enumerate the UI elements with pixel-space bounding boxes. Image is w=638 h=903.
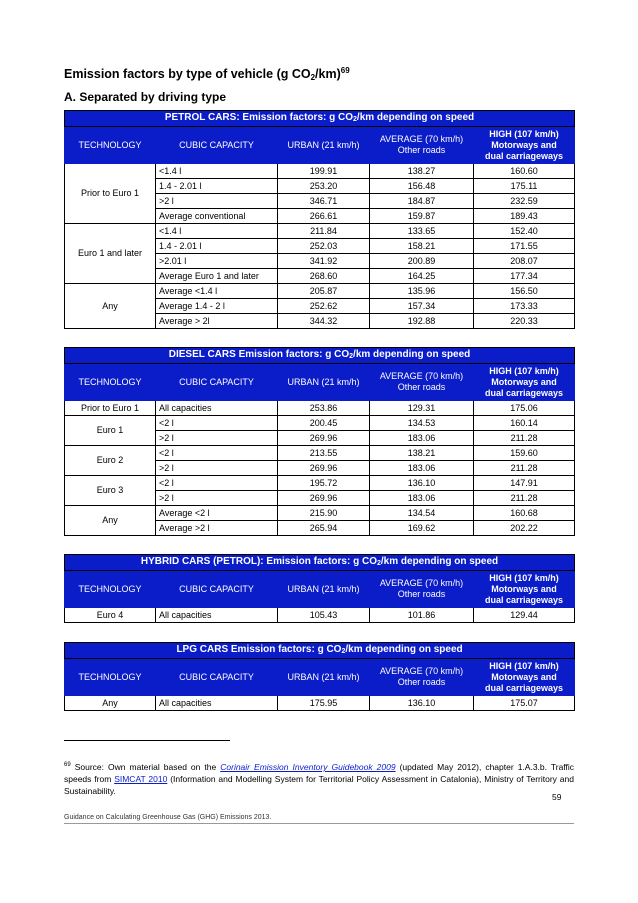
header-average (370, 659, 474, 696)
lpg-cars-table (64, 642, 575, 711)
title-subscript: 2 (353, 116, 357, 123)
header-urban: URBAN (21 km/h) (278, 127, 370, 164)
title-text-end: /km depending on speed (380, 556, 499, 567)
petrol-cars-table (64, 110, 575, 329)
table-title-row (65, 555, 575, 571)
header-cubic-capacity: CUBIC CAPACITY (156, 364, 278, 401)
average-value-cell: 169.62 (370, 521, 474, 536)
header-high-line: dual carriageways (484, 594, 564, 605)
urban-value-cell: 341.92 (278, 254, 370, 269)
urban-value-cell: 252.03 (278, 239, 370, 254)
header-technology: TECHNOLOGY (65, 659, 156, 696)
high-value-cell: 211.28 (474, 491, 575, 506)
average-value-cell: 136.10 (370, 476, 474, 491)
high-value-cell: 156.50 (474, 284, 575, 299)
table-row (65, 416, 575, 431)
cubic-capacity-cell: <2 l (156, 446, 278, 461)
header-urban: URBAN (21 km/h) (278, 364, 370, 401)
header-average-line: AVERAGE (70 km/h) (379, 371, 464, 381)
cubic-capacity-cell: >2 l (156, 194, 278, 209)
average-value-cell: 138.27 (370, 164, 474, 179)
cubic-capacity-cell: >2 l (156, 461, 278, 476)
title-text-end: /km depending on speed (353, 349, 471, 360)
header-average (370, 571, 474, 608)
high-value-cell: 152.40 (474, 224, 575, 239)
urban-value-cell: 199.91 (278, 164, 370, 179)
header-average (370, 364, 474, 401)
cubic-capacity-cell: >2 l (156, 491, 278, 506)
table-row (65, 224, 575, 239)
high-value-cell: 211.28 (474, 461, 575, 476)
high-value-cell: 160.60 (474, 164, 575, 179)
high-value-cell: 232.59 (474, 194, 575, 209)
table-title (65, 555, 575, 571)
table-title (65, 111, 575, 127)
header-average-line: AVERAGE (70 km/h) (379, 578, 464, 588)
average-value-cell: 138.21 (370, 446, 474, 461)
technology-cell: Any (65, 506, 156, 536)
cubic-capacity-cell: >2.01 l (156, 254, 278, 269)
average-value-cell: 184.87 (370, 194, 474, 209)
high-value-cell: 177.34 (474, 269, 575, 284)
high-value-cell: 175.07 (474, 696, 575, 711)
average-value-cell: 164.25 (370, 269, 474, 284)
header-cubic-capacity: CUBIC CAPACITY (156, 127, 278, 164)
header-high-line: Motorways and (491, 583, 557, 594)
header-average-line: Other roads (397, 677, 446, 687)
column-header-row (65, 127, 575, 164)
urban-value-cell: 269.96 (278, 491, 370, 506)
high-value-cell: 160.68 (474, 506, 575, 521)
column-header-row (65, 571, 575, 608)
hybrid-cars-table (64, 554, 575, 623)
high-value-cell: 160.14 (474, 416, 575, 431)
section-heading: Emission factors by type of vehicle (g $CO_2/km)^{69}$ (64, 66, 350, 82)
urban-value-cell: 211.84 (278, 224, 370, 239)
high-value-cell: 175.11 (474, 179, 575, 194)
header-high-line: dual carriageways (484, 150, 564, 161)
header-high-line: dual carriageways (485, 682, 564, 693)
high-value-cell: 173.33 (474, 299, 575, 314)
table-title-row (65, 111, 575, 127)
diesel-cars-table (64, 347, 575, 536)
cubic-capacity-cell: 1.4 - 2.01 l (156, 239, 278, 254)
header-average-line: AVERAGE (70 km/h) (379, 134, 464, 144)
title-text: DIESEL CARS Emission factors: g CO (168, 349, 350, 360)
cubic-capacity-cell: 1.4 - 2.01 l (156, 179, 278, 194)
average-value-cell: 183.06 (370, 491, 474, 506)
urban-value-cell: 195.72 (278, 476, 370, 491)
column-header-row (65, 659, 575, 696)
cubic-capacity-cell: Average Euro 1 and later (156, 269, 278, 284)
corinair-link[interactable]: Corinair Emission Inventory Guidebook 2009 (220, 762, 396, 772)
technology-cell: Any (65, 696, 156, 711)
page-number: 59 (552, 792, 562, 802)
urban-value-cell: 200.45 (278, 416, 370, 431)
table-row (65, 476, 575, 491)
high-value-cell: 211.28 (474, 431, 575, 446)
cubic-capacity-cell: <1.4 l (156, 224, 278, 239)
cubic-capacity-cell: All capacities (156, 696, 278, 711)
high-value-cell: 147.91 (474, 476, 575, 491)
header-average-line: Other roads (397, 145, 446, 155)
column-header-row (65, 364, 575, 401)
header-high (474, 127, 575, 164)
header-cubic-capacity: CUBIC CAPACITY (156, 659, 278, 696)
footnote-ref[interactable]: 69 (340, 66, 350, 75)
subheading: A. Separated by driving type (64, 90, 227, 104)
cubic-capacity-cell: Average > 2l (156, 314, 278, 329)
header-average (370, 127, 474, 164)
header-technology: TECHNOLOGY (65, 127, 156, 164)
average-value-cell: 157.34 (370, 299, 474, 314)
urban-value-cell: 175.95 (278, 696, 370, 711)
average-value-cell: 192.88 (370, 314, 474, 329)
technology-cell: Any (65, 284, 156, 329)
header-urban: URBAN (21 km/h) (278, 659, 370, 696)
header-high-line: HIGH (107 km/h) (489, 365, 559, 376)
urban-value-cell: 268.60 (278, 269, 370, 284)
title-subscript: 2 (349, 353, 354, 360)
average-value-cell: 133.65 (370, 224, 474, 239)
header-high (474, 571, 575, 608)
cubic-capacity-cell: All capacities (156, 608, 278, 623)
header-technology: TECHNOLOGY (65, 364, 156, 401)
urban-value-cell: 265.94 (278, 521, 370, 536)
technology-cell: Euro 2 (65, 446, 156, 476)
header-technology: TECHNOLOGY (65, 571, 156, 608)
technology-cell: Prior to Euro 1 (65, 401, 156, 416)
average-value-cell: 135.96 (370, 284, 474, 299)
footnote-separator (64, 740, 230, 741)
urban-value-cell: 269.96 (278, 461, 370, 476)
cubic-capacity-cell: Average <2 l (156, 506, 278, 521)
table-row (65, 696, 575, 711)
high-value-cell: 175.06 (474, 401, 575, 416)
table-title (65, 643, 575, 659)
urban-value-cell: 253.20 (278, 179, 370, 194)
cubic-capacity-cell: All capacities (156, 401, 278, 416)
high-value-cell: 220.33 (474, 314, 575, 329)
urban-value-cell: 215.90 (278, 506, 370, 521)
high-value-cell: 129.44 (474, 608, 575, 623)
average-value-cell: 183.06 (370, 461, 474, 476)
page-footer: Guidance on Calculating Greenhouse Gas (GHG) Emissions 2013. (64, 814, 272, 821)
header-high-line: Motorways and (491, 139, 557, 150)
average-value-cell: 200.89 (370, 254, 474, 269)
title-subscript: 2 (376, 560, 381, 567)
title-text-end: /km depending on speed (356, 112, 475, 123)
cubic-capacity-cell: <2 l (156, 476, 278, 491)
header-high-line: HIGH (107 km/h) (489, 128, 559, 139)
average-value-cell: 158.21 (370, 239, 474, 254)
simcat-link[interactable]: SIMCAT 2010 (114, 774, 168, 784)
technology-cell: Prior to Euro 1 (65, 164, 156, 224)
high-value-cell: 171.55 (474, 239, 575, 254)
table-row (65, 446, 575, 461)
title-text: PETROL CARS: Emission factors: g CO (164, 112, 354, 123)
average-value-cell: 183.06 (370, 431, 474, 446)
urban-value-cell: 205.87 (278, 284, 370, 299)
cubic-capacity-cell: <2 l (156, 416, 278, 431)
footnote: $^{69}$ Source: Own material based on the Corinair Emission Inventory Guidebook 2009 (updated May 2012), chapter 1.A.3.b. Traffic speeds from SIMCAT 2010 (Information and Modelling System for Territorial Policy Assessment in Catalonia), Ministry of Territory and Sustainability. (64, 762, 575, 796)
average-value-cell: 134.53 (370, 416, 474, 431)
average-value-cell: 134.54 (370, 506, 474, 521)
high-value-cell: 189.43 (474, 209, 575, 224)
cubic-capacity-cell: <1.4 l (156, 164, 278, 179)
table-row (65, 608, 575, 623)
average-value-cell: 156.48 (370, 179, 474, 194)
urban-value-cell: 269.96 (278, 431, 370, 446)
cubic-capacity-cell: Average 1.4 - 2 l (156, 299, 278, 314)
header-high (474, 659, 575, 696)
table-row (65, 284, 575, 299)
title-text-end: /km depending on speed (345, 644, 463, 655)
header-urban: URBAN (21 km/h) (278, 571, 370, 608)
header-high-line: dual carriageways (485, 387, 564, 398)
average-value-cell: 101.86 (370, 608, 474, 623)
average-value-cell: 136.10 (370, 696, 474, 711)
footer-rule (64, 823, 574, 824)
technology-cell: Euro 4 (65, 608, 156, 623)
title-text: LPG CARS Emission factors: g CO (176, 644, 342, 655)
header-cubic-capacity: CUBIC CAPACITY (156, 571, 278, 608)
title-subscript: 2 (341, 648, 346, 655)
cubic-capacity-cell: >2 l (156, 431, 278, 446)
table-row (65, 506, 575, 521)
urban-value-cell: 266.61 (278, 209, 370, 224)
header-average-line: Other roads (397, 589, 446, 599)
table-row (65, 164, 575, 179)
table-title-row (65, 348, 575, 364)
urban-value-cell: 105.43 (278, 608, 370, 623)
cubic-capacity-cell: Average conventional (156, 209, 278, 224)
high-value-cell: 202.22 (474, 521, 575, 536)
header-high-line: HIGH (107 km/h) (489, 660, 559, 671)
technology-cell: Euro 1 (65, 416, 156, 446)
high-value-cell: 208.07 (474, 254, 575, 269)
average-value-cell: 159.87 (370, 209, 474, 224)
average-value-cell: 129.31 (370, 401, 474, 416)
technology-cell: Euro 3 (65, 476, 156, 506)
high-value-cell: 159.60 (474, 446, 575, 461)
table-title-row (65, 643, 575, 659)
header-high-line: Motorways and (491, 376, 557, 387)
header-high-line: HIGH (107 km/h) (489, 572, 559, 583)
urban-value-cell: 344.32 (278, 314, 370, 329)
table-title (65, 348, 575, 364)
technology-cell: Euro 1 and later (65, 224, 156, 284)
header-high-line: Motorways and (491, 671, 557, 682)
urban-value-cell: 253.86 (278, 401, 370, 416)
title-text: HYBRID CARS (PETROL): Emission factors: g CO (140, 556, 377, 567)
header-high (474, 364, 575, 401)
cubic-capacity-cell: Average <1.4 l (156, 284, 278, 299)
urban-value-cell: 252.62 (278, 299, 370, 314)
header-average-line: Other roads (397, 382, 446, 392)
table-row (65, 401, 575, 416)
cubic-capacity-cell: Average >2 l (156, 521, 278, 536)
urban-value-cell: 213.55 (278, 446, 370, 461)
header-average-line: AVERAGE (70 km/h) (379, 666, 464, 676)
urban-value-cell: 346.71 (278, 194, 370, 209)
